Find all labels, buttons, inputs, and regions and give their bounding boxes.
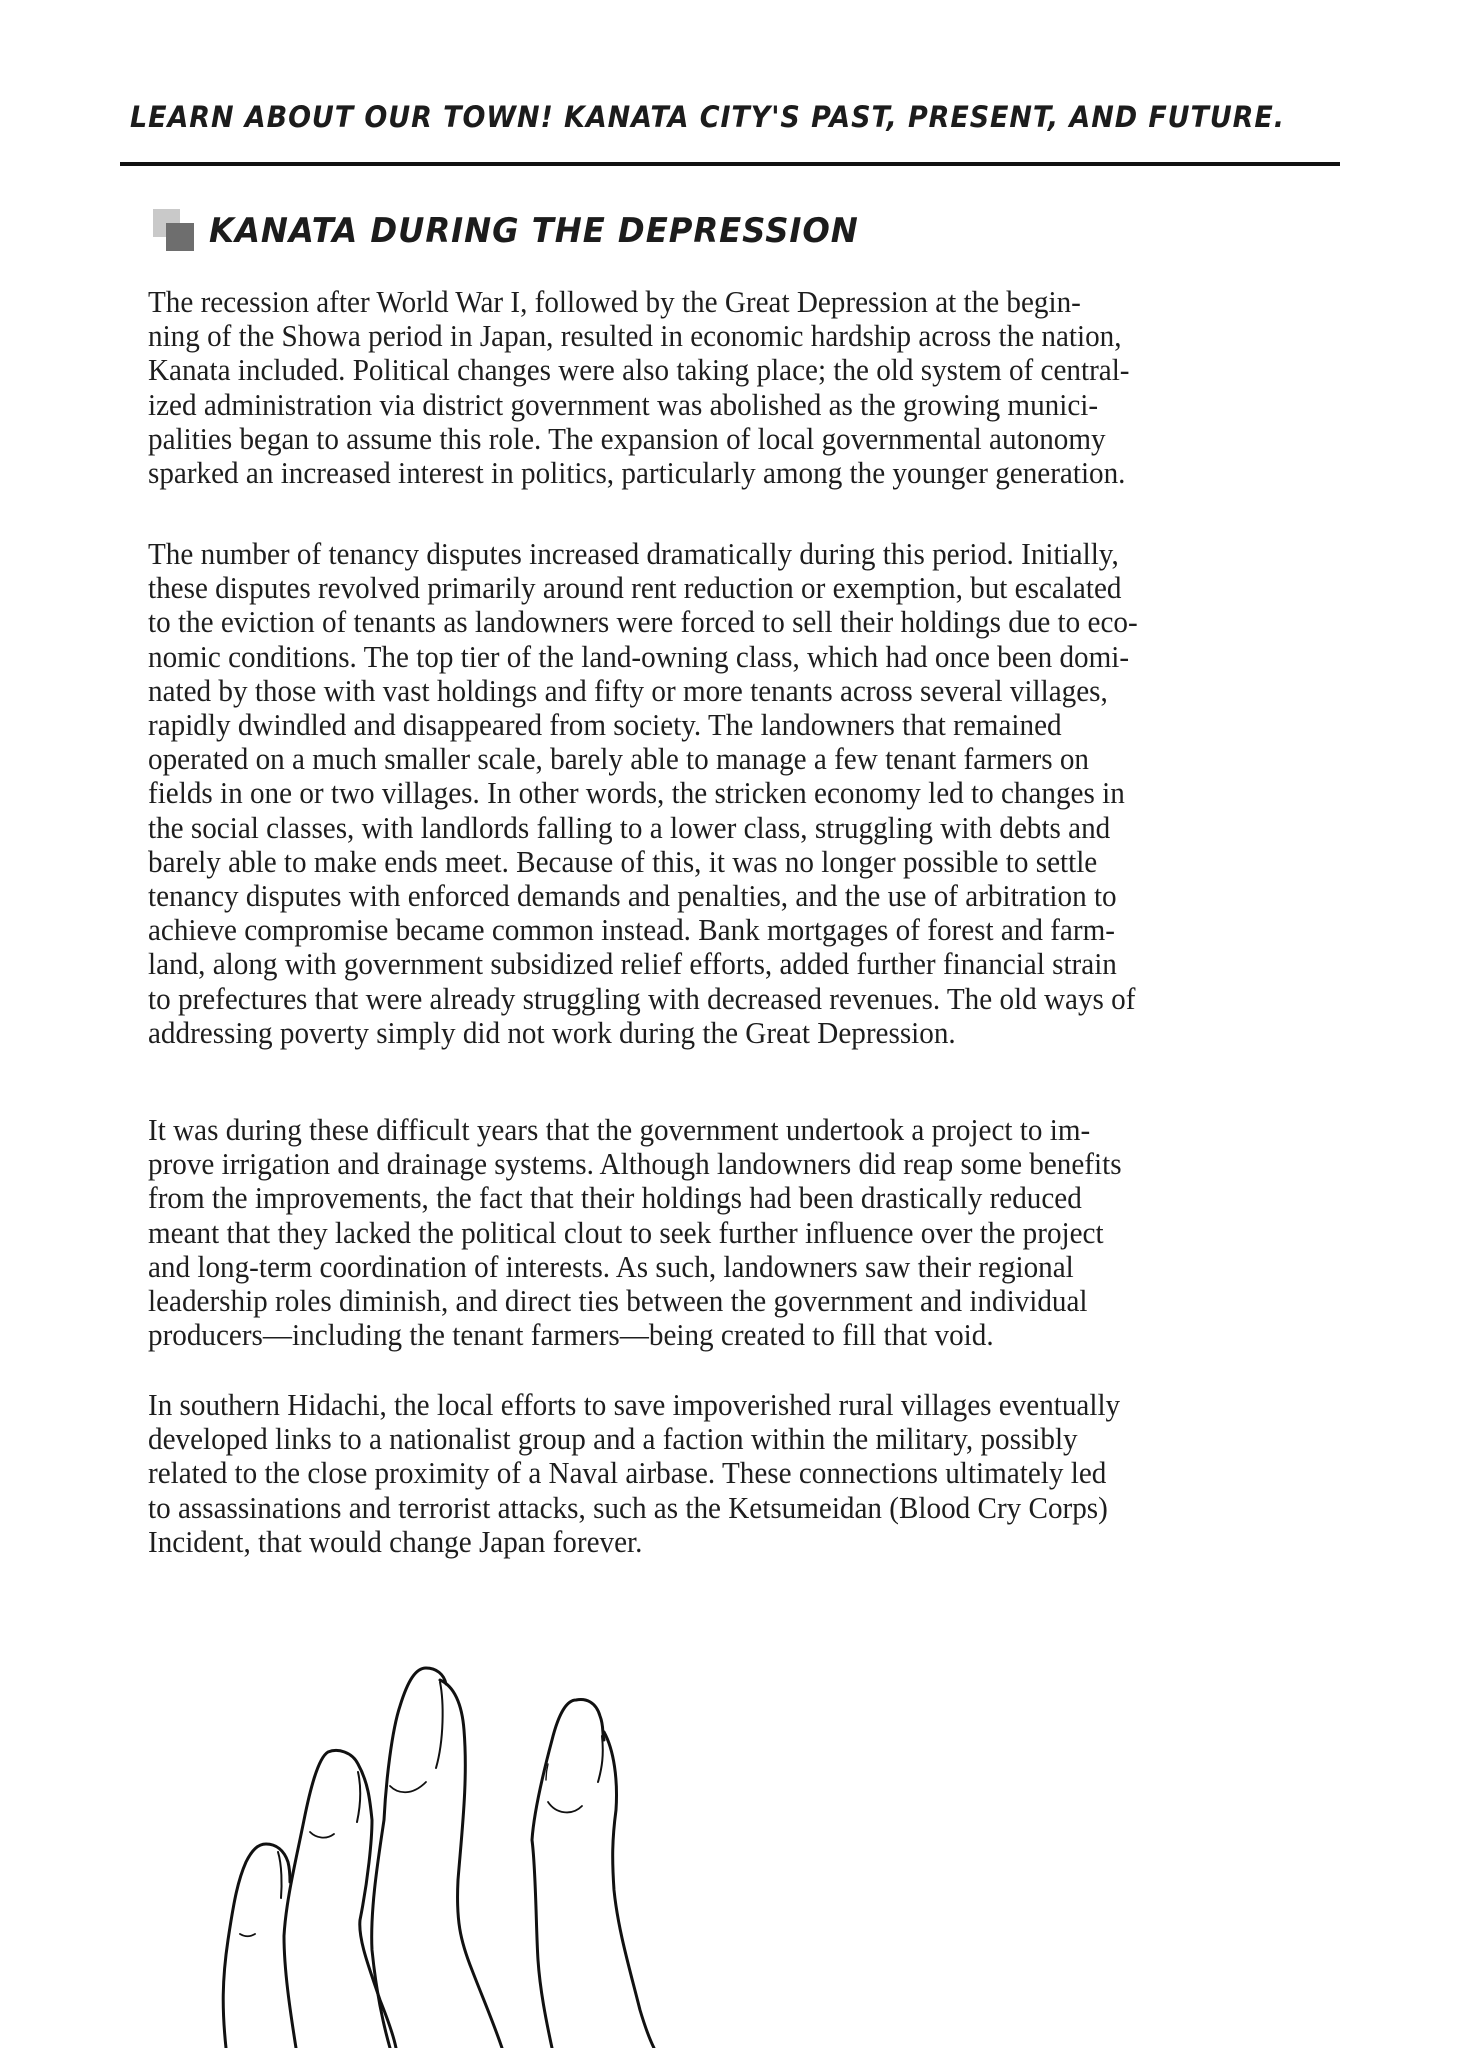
text-line: to prefectures that were already struggling with decreased revenues. The old ways of <box>148 980 1136 1016</box>
text-line: to assassinations and terrorist attacks, such as the Ketsumeidan (Blood Cry Corps) <box>148 1489 1108 1525</box>
text-line: addressing poverty simply did not work during the Great Depression. <box>148 1014 956 1050</box>
paragraph-2 <box>148 537 1276 1050</box>
running-head: LEARN ABOUT OUR TOWN! KANATA CITY'S PAST, PRESENT, AND FUTURE. <box>130 100 1285 134</box>
text-line: to the eviction of tenants as landowners were forced to sell their holdings due to eco- <box>148 604 1138 640</box>
text-line: and long-term coordination of interests. As such, landowners saw their regional <box>148 1248 1074 1284</box>
text-line: tenancy disputes with enforced demands and penalties, and the use of arbitration to <box>148 878 1117 914</box>
paragraph-3 <box>148 1113 1276 1352</box>
text-line: rapidly dwindled and disappeared from society. The landowners that remained <box>148 707 1062 743</box>
section-title: KANATA DURING THE DEPRESSION <box>209 211 859 251</box>
text-line: Kanata included. Political changes were also taking place; the old system of central- <box>148 352 1130 388</box>
hand-illustration <box>200 1640 760 2048</box>
text-line: Incident, that would change Japan forever. <box>148 1523 643 1559</box>
section-heading <box>153 208 893 254</box>
text-line: from the improvements, the fact that their holdings had been drastically reduced <box>148 1180 1082 1216</box>
text-line: producers—including the tenant farmers—being created to fill that void. <box>148 1317 994 1353</box>
text-line: ning of the Showa period in Japan, resulted in economic hardship across the nation, <box>148 318 1122 354</box>
text-line: prove irrigation and drainage systems. Although landowners did reap some benefits <box>148 1146 1122 1182</box>
text-line: developed links to a nationalist group and a faction within the military, possibly <box>148 1421 1078 1457</box>
text-line: achieve compromise became common instead. Bank mortgages of forest and farm- <box>148 912 1115 948</box>
text-line: palities began to assume this role. The expansion of local governmental autonomy <box>148 420 1106 456</box>
text-line: meant that they lacked the political clout to seek further influence over the project <box>148 1214 1104 1250</box>
text-line: The number of tenancy disputes increased dramatically during this period. Initially, <box>148 536 1119 571</box>
text-line: leadership roles diminish, and direct ties between the government and individual <box>148 1283 1088 1319</box>
text-line: fields in one or two villages. In other words, the stricken economy led to changes in <box>148 775 1125 811</box>
text-line: related to the close proximity of a Naval airbase. These connections ultimately led <box>148 1455 1107 1491</box>
paragraph-4 <box>148 1388 1276 1559</box>
text-line: nated by those with vast holdings and fifty or more tenants across several villages, <box>148 672 1108 708</box>
icon-dark-square <box>166 223 194 251</box>
hand-fingers-icon <box>200 1640 760 2048</box>
text-line: sparked an increased interest in politics, particularly among the younger generation. <box>148 455 1126 491</box>
text-line: nomic conditions. The top tier of the land-owning class, which had once been domi- <box>148 638 1130 674</box>
text-line: barely able to make ends meet. Because of this, it was no longer possible to settle <box>148 843 1098 879</box>
header-divider-rule <box>120 162 1340 166</box>
text-line: The recession after World War I, followed by the Great Depression at the begin- <box>148 284 1081 319</box>
paragraph-1 <box>148 285 1276 490</box>
text-line: It was during these difficult years that the government undertook a project to im- <box>148 1112 1091 1147</box>
stacked-squares-icon <box>153 209 197 253</box>
text-line: In southern Hidachi, the local efforts to save impoverished rural villages eventually <box>148 1387 1121 1422</box>
text-line: operated on a much smaller scale, barely able to manage a few tenant farmers on <box>148 741 1089 777</box>
text-line: land, along with government subsidized relief efforts, added further financial strain <box>148 946 1117 982</box>
text-line: ized administration via district government was abolished as the growing munici- <box>148 386 1099 422</box>
text-line: these disputes revolved primarily around rent reduction or exemption, but escalated <box>148 570 1122 606</box>
text-line: the social classes, with landlords falling to a lower class, struggling with debts and <box>148 809 1111 845</box>
